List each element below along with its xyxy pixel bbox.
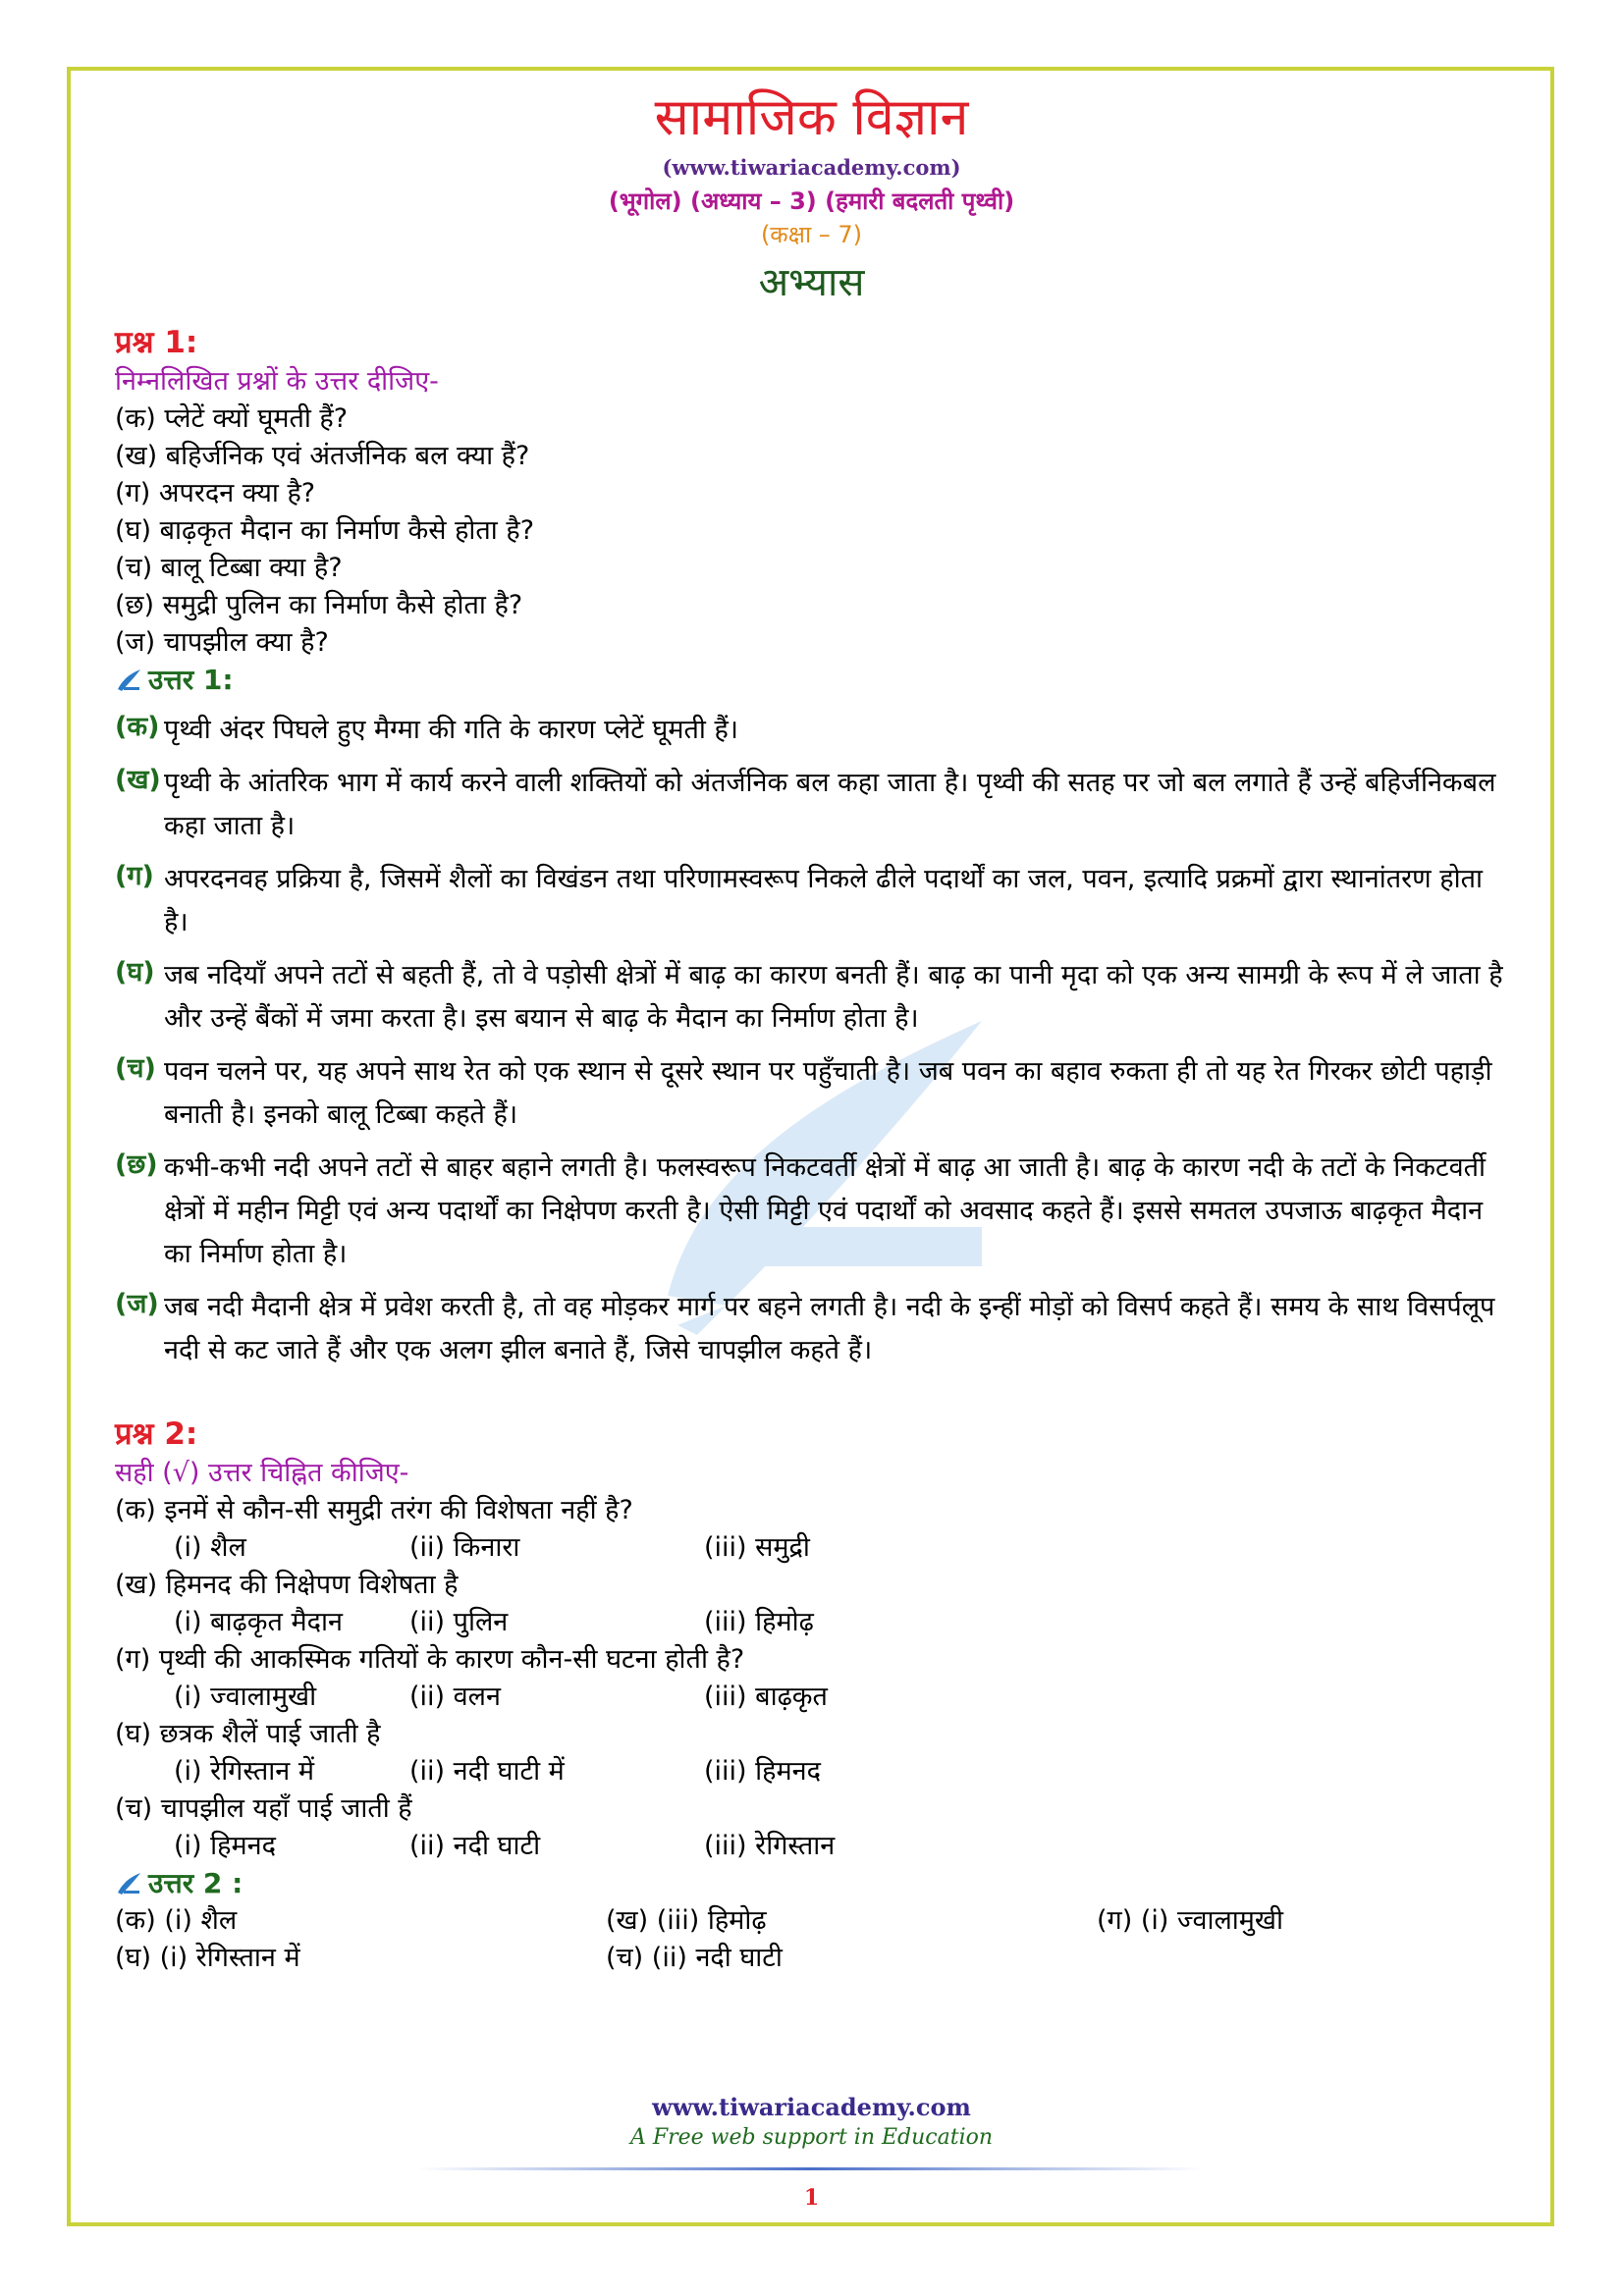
option-2: (ii) नदी घाटी [409,1831,541,1861]
option-3: (iii) हिमनद [704,1756,821,1787]
answer-label: (ज) [115,1289,159,1319]
option-3: (iii) रेगिस्तान [704,1831,836,1861]
answer-label: (क) [115,712,160,742]
question-1-instruction: निम्नलिखित प्रश्नों के उत्तर दीजिए- [115,366,439,397]
answer-label: (घ) [115,957,155,988]
answer-1-list [115,709,1509,1372]
answer-text: जब नदी मैदानी क्षेत्र में प्रवेश करती है, तो वह मोड़कर मार्ग पर बहने लगती है। नदी के इन्हीं मोड़ों को विसर्प कहते हैं। समय के साथ विसर्पलूप नदी से कट जाते हैं और एक अलग झील बनाते हैं, जिसे चापझील कहते हैं। [164,1292,1495,1365]
subject-label: (भूगोल) [608,187,682,215]
answer-item: (घ) (i) रेगिस्तान में [115,1943,300,1973]
list-item [115,954,1509,1041]
answer-2-row-2 [115,1940,1509,1977]
section-spacer [115,1372,1509,1415]
answer-item: (च) (ii) नदी घाटी [606,1943,783,1973]
chapter-label: (अध्याय – 3) [689,187,817,215]
footer-divider [417,2167,1203,2170]
page-number: 1 [803,2185,820,2211]
list-item [115,858,1509,944]
answer-label: (च) [115,1053,156,1084]
main-content [115,324,1509,1977]
list-item: (घ) बाढ़कृत मैदान का निर्माण कैसे होता है? [115,515,535,546]
option-2: (ii) नदी घाटी में [409,1756,565,1787]
list-item: (ज) चापझील क्या है? [115,627,329,658]
class-label: (कक्षा – 7) [760,221,863,248]
mcq-options [115,1604,1509,1641]
option-3: (iii) समुद्री [704,1532,810,1563]
footer-tagline: A Free web support in Education [629,2125,994,2150]
answer-text: कभी-कभी नदी अपने तटों से बाहर बहाने लगती है। फलस्वरूप निकटवर्ती क्षेत्रों में बाढ़ आ जाती है। बाढ़ के कारण नदी के तटों के निकटवर्ती क्षेत्रों में महीन मिट्टी एवं अन्य पदार्थों का निक्षेपण करती है। ऐसी मिट्टी एवं पदार्थों को अवसाद कहते हैं। इससे समतल उपजाऊ बाढ़कृत मैदान का निर्माण होता है। [164,1152,1487,1269]
option-2: (ii) वलन [409,1682,501,1712]
option-1: (i) शैल [174,1532,246,1563]
list-item [115,1286,1509,1372]
answer-2-row-1 [115,1902,1509,1940]
option-1: (i) बाढ़कृत मैदान [174,1607,343,1637]
mcq-options [115,1529,1509,1567]
footer-website-link[interactable]: www.tiwariacademy.com [652,2093,971,2121]
mcq-question: (ख) हिमनद की निक्षेपण विशेषता है [115,1570,459,1600]
option-3: (iii) बाढ़कृत [704,1682,828,1712]
option-1: (i) हिमनद [174,1831,276,1861]
list-item [115,1050,1509,1137]
option-1: (i) ज्वालामुखी [174,1682,317,1712]
list-item: (छ) समुद्री पुलिन का निर्माण कैसे होता है? [115,590,523,620]
mcq-options [115,1828,1509,1865]
answer-label: (ग) [115,861,154,891]
answer-text: पवन चलने पर, यह अपने साथ रेत को एक स्थान से दूसरे स्थान पर पहुँचाती है। जब पवन का बहाव रुकता ही तो यह रेत गिरकर छोटी पहाड़ी बनाती है। इनको बालू टिब्बा कहते हैं। [164,1056,1492,1130]
list-item: (च) बालू टिब्बा क्या है? [115,553,343,583]
chapter-name: (हमारी बदलती पृथ्वी) [825,187,1015,215]
option-2: (ii) पुलिन [409,1607,509,1637]
mcq-question: (ग) पृथ्वी की आकस्मिक गतियों के कारण कौन-सी घटना होती है? [115,1644,745,1675]
question-2-heading: प्रश्न 2: [115,1416,198,1452]
answer-1-label: उत्तर 1: [148,664,234,696]
answer-1-heading [115,662,1509,699]
answer-text: पृथ्वी के आंतरिक भाग में कार्य करने वाली शक्तियों को अंतर्जनिक बल कहा जाता है। पृथ्वी की सतह पर जो बल लगाते हैं उन्हें बहिर्जनिकबल कहा जाता है। [164,768,1496,841]
mcq-question: (च) चापझील यहाँ पाई जाती हैं [115,1793,412,1824]
list-item: (क) प्लेटें क्यों घूमती हैं? [115,403,349,434]
answer-text: पृथ्वी अंदर पिघले हुए मैग्मा की गति के कारण प्लेटें घूमती हैं। [164,715,739,745]
pen-icon [115,1871,142,1896]
section-title: अभ्यास [758,260,865,305]
mcq-options [115,1753,1509,1790]
answer-item: (ख) (iii) हिमोढ़ [606,1905,767,1936]
answer-label: (ख) [115,765,161,795]
list-item [115,762,1509,848]
question-1-heading: प्रश्न 1: [115,325,198,360]
question-1-list [115,400,1509,662]
answer-item: (क) (i) शैल [115,1905,238,1936]
header-website: (www.tiwariacademy.com) [662,155,961,180]
question-2-instruction: सही (√) उत्तर चिह्नित कीजिए- [115,1458,409,1488]
answer-text: जब नदियाँ अपने तटों से बहती हैं, तो वे पड़ोसी क्षेत्रों में बाढ़ का कारण बनती हैं। बाढ़ का पानी मृदा को एक अन्य सामग्री के रूप में ले जाता है और उन्हें बैंकों में जमा करता है। इस बयान से बाढ़ के मैदान का निर्माण होता है। [164,960,1503,1034]
answer-item: (ग) (i) ज्वालामुखी [1097,1905,1283,1936]
question-2-list [115,1492,1509,1865]
mcq-options [115,1679,1509,1716]
list-item: (ख) बहिर्जनिक एवं अंतर्जनिक बल क्या हैं? [115,441,530,471]
pen-icon [115,667,142,693]
list-item [115,1147,1509,1276]
mcq-question: (घ) छत्रक शैलें पाई जाती है [115,1719,381,1749]
option-2: (ii) किनारा [409,1532,520,1563]
answer-text: अपरदनवह प्रक्रिया है, जिसमें शैलों का विखंडन तथा परिणामस्वरूप निकले ढीले पदार्थों का जल, पवन, इत्यादि प्रक्रमों द्वारा स्थानांतरण होता है। [164,864,1483,937]
list-item: (ग) अपरदन क्या है? [115,478,316,508]
mcq-question: (क) इनमें से कौन-सी समुद्री तरंग की विशेषता नहीं है? [115,1495,633,1525]
answer-2-label: उत्तर 2 : [148,1867,243,1899]
option-3: (iii) हिमोढ़ [704,1607,814,1637]
option-1: (i) रेगिस्तान में [174,1756,314,1787]
list-item [115,709,1509,752]
header-subtitle [0,185,1623,217]
document-title: सामाजिक विज्ञान [654,88,969,147]
answer-label: (छ) [115,1149,158,1180]
answer-2-heading [115,1865,1509,1902]
